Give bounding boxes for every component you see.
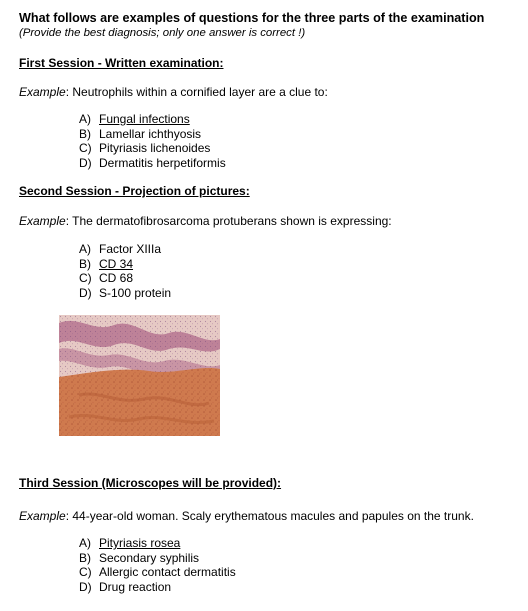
- option-text: CD 68: [99, 271, 134, 285]
- option-letter: D): [79, 155, 92, 170]
- section-heading-second-text: Second Session - Projection of pictures:: [19, 184, 250, 198]
- section-heading-first-text: First Session - Written examination:: [19, 56, 224, 70]
- answer-option: [79, 141, 226, 156]
- answer-option: [79, 536, 236, 551]
- option-letter: D): [79, 579, 92, 594]
- option-text-correct: CD 34: [99, 256, 134, 271]
- option-text: Drug reaction: [99, 579, 172, 594]
- example-question-first: [19, 85, 328, 99]
- section-heading-third-text: Third Session (Microscopes will be provided):: [19, 476, 282, 490]
- answer-option: [79, 127, 226, 142]
- question-text: : Neutrophils within a cornified layer are a clue to:: [65, 85, 328, 99]
- answer-option: [79, 242, 171, 257]
- answer-options-second: [79, 242, 171, 300]
- section-heading-first: [19, 56, 223, 70]
- answer-option: [79, 156, 226, 171]
- micrograph-svg: [59, 315, 220, 436]
- option-text: Dermatitis herpetiformis: [99, 155, 226, 170]
- example-label: Example: [19, 214, 66, 228]
- option-letter: A): [79, 112, 91, 126]
- answer-option: [79, 286, 171, 301]
- option-letter: C): [79, 565, 92, 579]
- answer-option: [79, 112, 226, 127]
- option-letter: A): [79, 242, 91, 256]
- option-letter: C): [79, 271, 92, 285]
- histology-micrograph: [59, 315, 220, 436]
- document-subtitle: (Provide the best diagnosis; only one answer is correct !): [19, 27, 306, 39]
- option-text: Allergic contact dermatitis: [99, 565, 236, 579]
- option-text-correct: Fungal infections: [99, 112, 190, 126]
- option-text: Lamellar ichthyosis: [99, 126, 202, 141]
- answer-option: [79, 551, 236, 566]
- answer-options-first: [79, 112, 226, 170]
- option-text: S-100 protein: [99, 285, 172, 300]
- option-letter: B): [79, 256, 91, 271]
- example-label: Example: [19, 509, 66, 523]
- option-letter: B): [79, 550, 91, 565]
- option-letter: D): [79, 285, 92, 300]
- answer-option: [79, 580, 236, 595]
- option-text: Pityriasis lichenoides: [99, 141, 211, 155]
- option-letter: B): [79, 126, 91, 141]
- answer-option: [79, 565, 236, 580]
- option-letter: C): [79, 141, 92, 155]
- answer-option: [79, 257, 171, 272]
- option-text: Secondary syphilis: [99, 550, 200, 565]
- answer-options-third: [79, 536, 236, 594]
- section-heading-third: [19, 476, 281, 490]
- example-question-second: [19, 214, 392, 228]
- option-text-correct: Pityriasis rosea: [99, 536, 181, 550]
- section-heading-second: [19, 184, 250, 198]
- example-label: Example: [19, 85, 66, 99]
- option-letter: A): [79, 536, 91, 550]
- answer-option: [79, 271, 171, 286]
- question-text: : The dermatofibrosarcoma protuberans shown is expressing:: [65, 214, 392, 228]
- example-question-third: [19, 509, 474, 523]
- document-title: What follows are examples of questions for the three parts of the examination: [19, 11, 485, 25]
- option-text: Factor XIIIa: [99, 242, 162, 256]
- tumor-stain-texture: [59, 368, 220, 436]
- question-text: : 44-year-old woman. Scaly erythematous macules and papules on the trunk.: [65, 509, 474, 523]
